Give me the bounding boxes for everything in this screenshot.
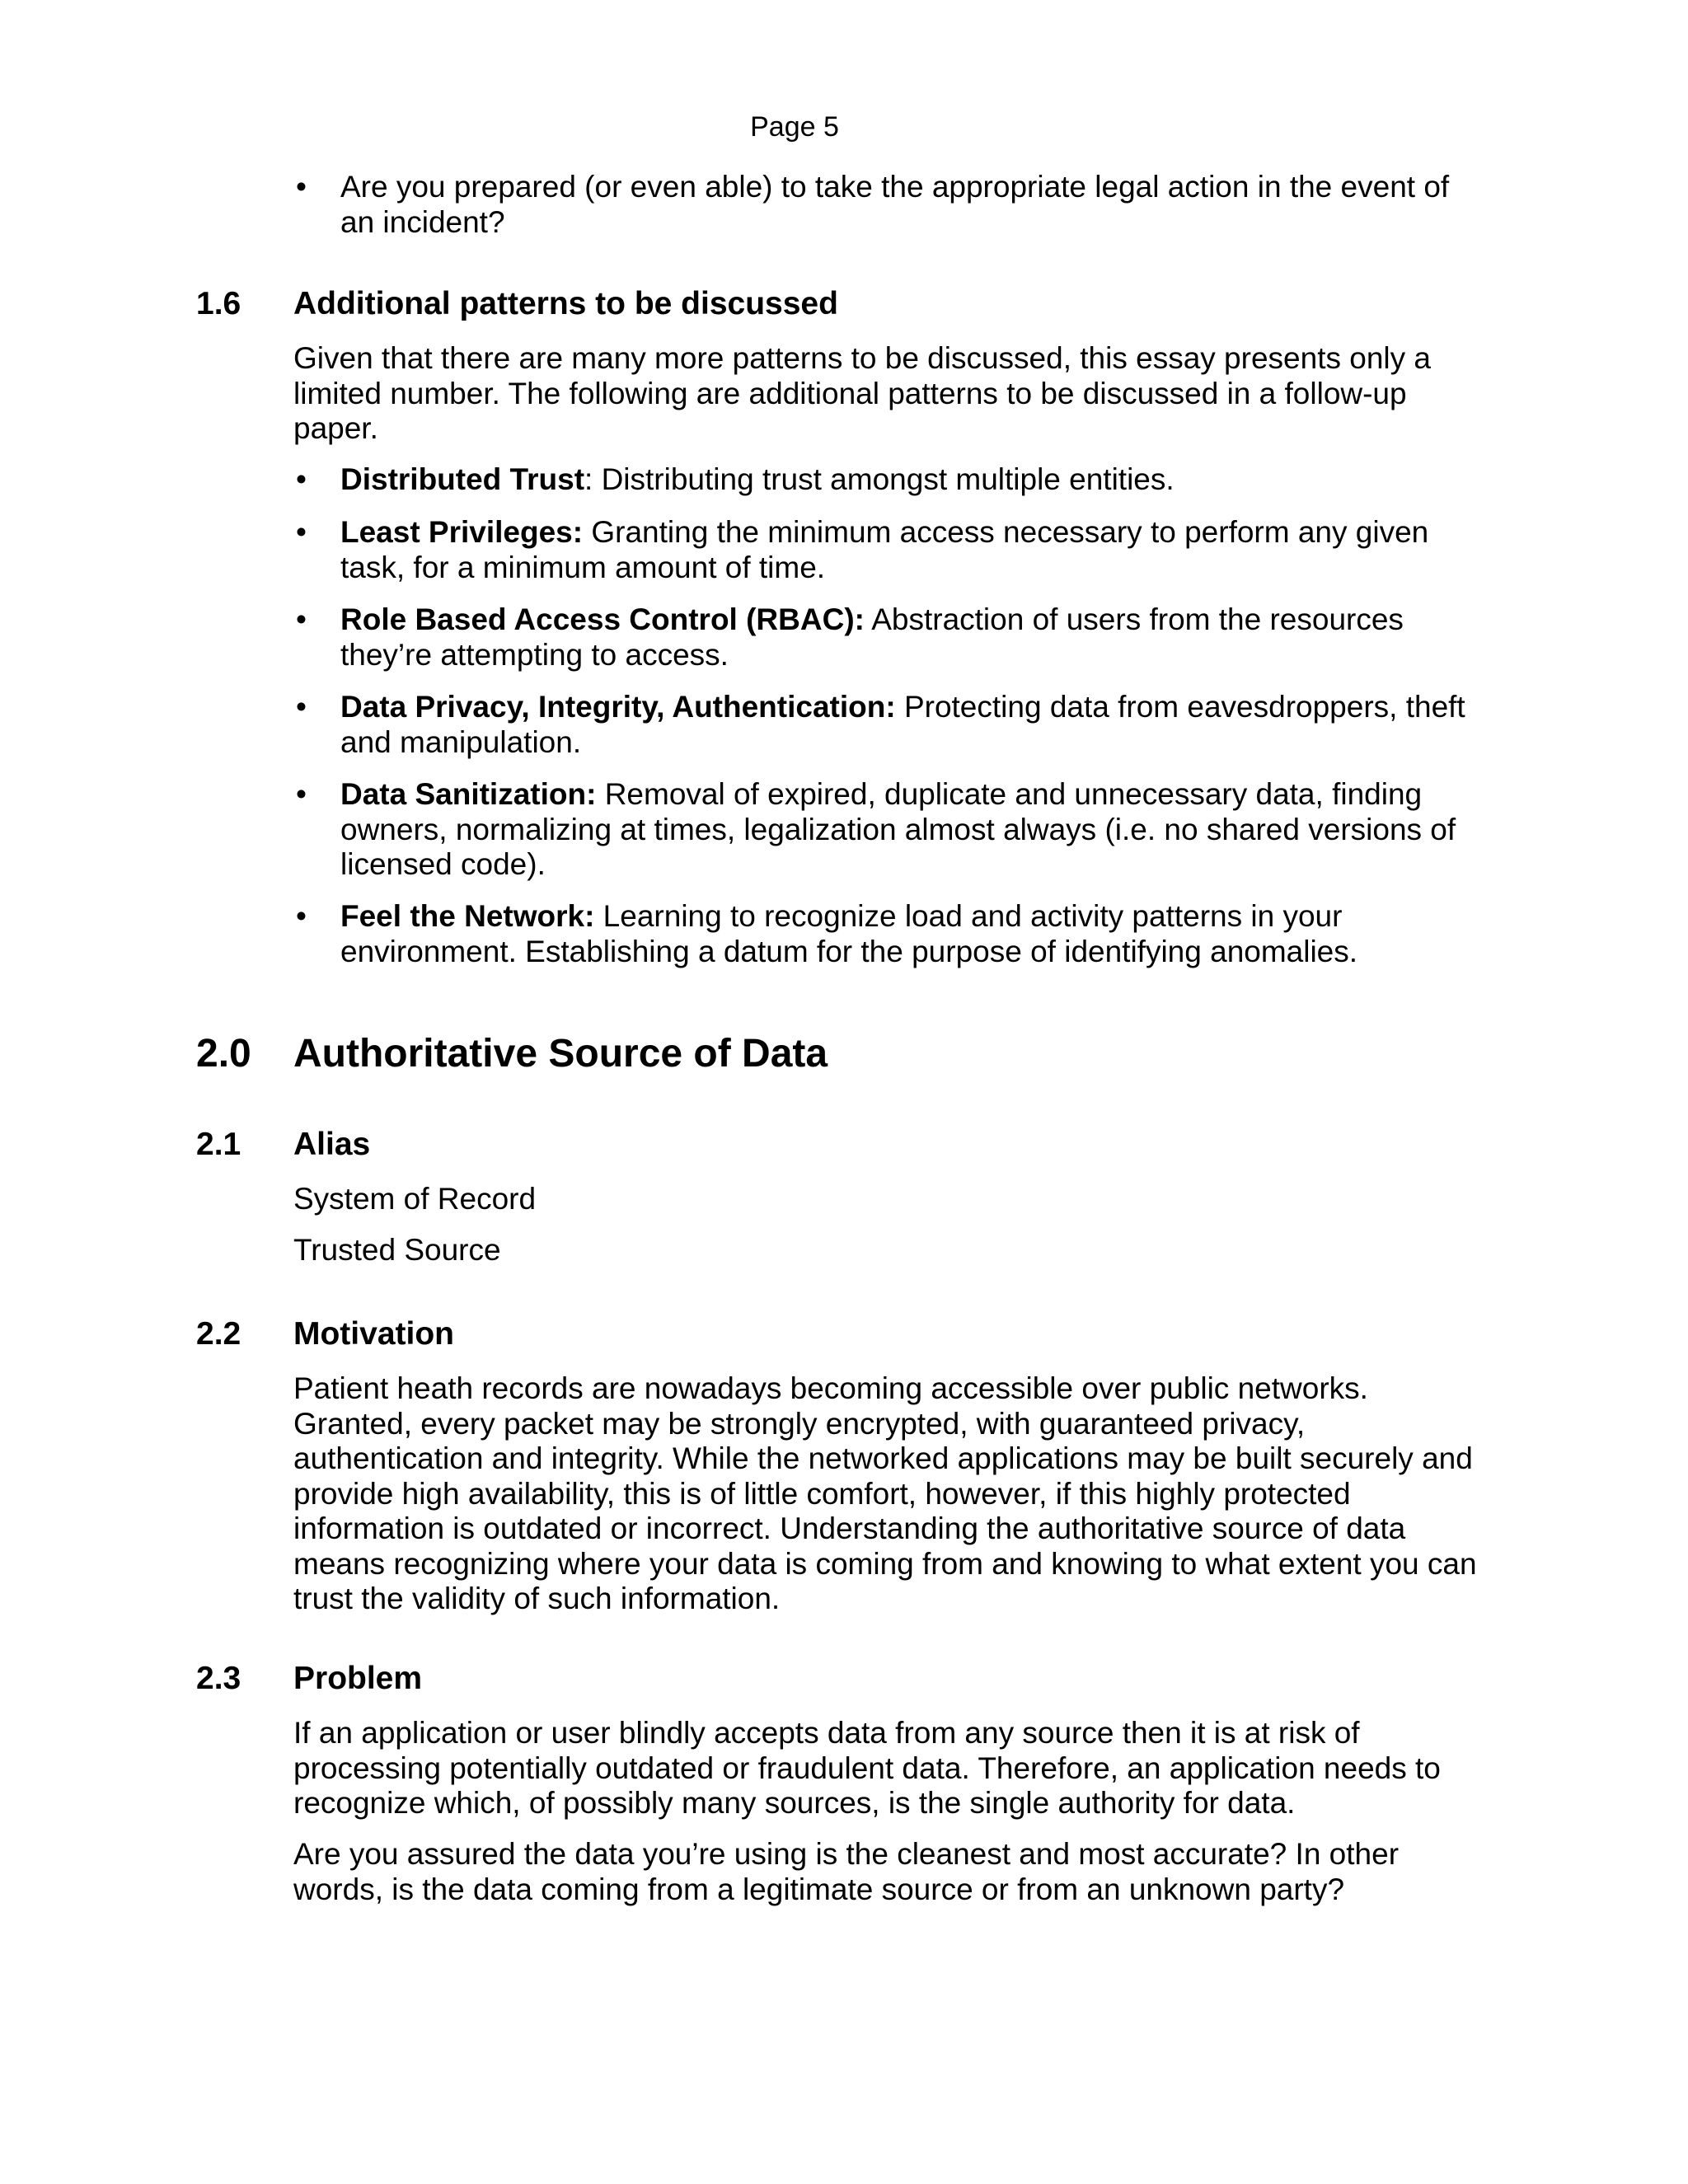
list-item	[296, 690, 1478, 760]
section-heading: Problem	[293, 1661, 423, 1696]
bullet-term: Distributed Trust	[340, 462, 585, 496]
alias-item: System of Record	[293, 1182, 537, 1216]
section-number: 2.2	[196, 1316, 241, 1352]
bullet-icon: •	[296, 777, 307, 811]
paragraph: If an application or user blindly accepts data from any source then it is at risk of processing potentially outdated or fraudulent data. Therefore, an application needs to recognize which, of possibly many sources, is the single authority for data.	[293, 1716, 1441, 1820]
bullet-text: : Distributing trust amongst multiple entities.	[584, 462, 1175, 496]
bullet-text: Abstraction of users from the resources they’re attempting to access.	[340, 602, 1404, 672]
list-item	[296, 899, 1478, 969]
bullet-icon: •	[296, 899, 307, 933]
bullet-text: Protecting data from eavesdroppers, theft and manipulation.	[340, 690, 1465, 759]
list-item	[296, 777, 1478, 883]
bullet-icon: •	[296, 515, 307, 549]
alias-item: Trusted Source	[293, 1233, 501, 1267]
paragraph: Given that there are many more patterns to be discussed, this essay presents only a limited number. The following are additional patterns to be discussed in a follow-up paper.	[293, 341, 1431, 445]
bullet-icon: •	[296, 602, 307, 636]
list-item	[296, 170, 1478, 240]
section-heading: Alias	[293, 1127, 371, 1162]
paragraph: Are you assured the data you’re using is the cleanest and most accurate? In other words, is the data coming from a legitimate source or from an unknown party?	[293, 1837, 1400, 1906]
bullet-icon: •	[296, 170, 307, 204]
section-heading: Additional patterns to be discussed	[293, 286, 838, 321]
page-number: Page 5	[750, 111, 839, 143]
chapter-number: 2.0	[196, 1032, 251, 1076]
bullet-text: Learning to recognize load and activity patterns in your environment. Establishing a datum for the purpose of identifying anomalies.	[340, 899, 1358, 968]
bullet-text: Removal of expired, duplicate and unnecessary data, finding owners, normalizing at times, legalization almost always (i.e. no shared versions of licensed code).	[340, 777, 1456, 881]
list-item	[296, 515, 1478, 585]
chapter-heading: Authoritative Source of Data	[293, 1032, 828, 1076]
section-number: 2.3	[196, 1661, 241, 1696]
list-item	[296, 602, 1478, 673]
bullet-term: Data Privacy, Integrity, Authentication:	[340, 690, 896, 724]
bullet-term: Feel the Network:	[340, 899, 595, 933]
list-item	[296, 462, 1478, 498]
section-number: 2.1	[196, 1127, 241, 1162]
bullet-term: Data Sanitization:	[340, 777, 597, 811]
bullet-icon: •	[296, 690, 307, 724]
bullet-term: Least Privileges:	[340, 515, 584, 549]
bullet-term: Role Based Access Control (RBAC):	[340, 602, 865, 636]
bullet-icon: •	[296, 462, 307, 496]
bullet-text: Are you prepared (or even able) to take the appropriate legal action in the event of an incident?	[340, 170, 1450, 239]
section-number: 1.6	[196, 286, 241, 321]
section-heading: Motivation	[293, 1316, 454, 1352]
bullet-text: Granting the minimum access necessary to perform any given task, for a minimum amount of time.	[340, 515, 1429, 584]
paragraph: Patient heath records are nowadays becoming accessible over public networks. Granted, every packet may be strongly encrypted, with guaranteed privacy, authentication and integrity. While the networked applications may be built securely and provide high availability, this is of little comfort, however, if this highly protected information is outdated or incorrect. Understanding the authoritative source of data means recognizing where your data is coming from and knowing to what extent you can trust the validity of such information.	[293, 1371, 1477, 1615]
